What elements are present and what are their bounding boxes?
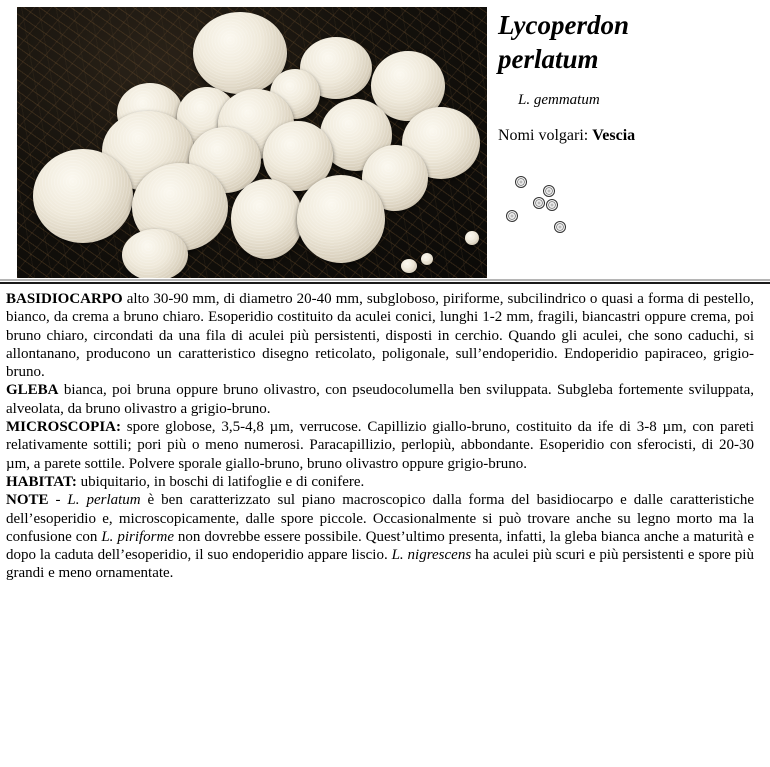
spore-icon [546,199,558,211]
section-habitat [6,473,754,491]
puffball [465,231,479,245]
spore-icon [515,176,527,188]
mushroom-photo [17,7,487,278]
spore-icon [506,210,518,222]
section-heading: MICROSCOPIA: [6,419,121,436]
puffball [297,175,385,263]
description-body [6,290,754,583]
section-heading: HABITAT: [6,473,77,490]
section-microscopia [6,418,754,473]
common-names-label: Nomi volgari: [498,127,593,144]
spore-icon [554,221,566,233]
section-note [6,491,754,582]
common-names-value: Vescia [592,127,636,144]
divider-black [0,282,770,284]
synonym: L. gemmatum [518,92,600,108]
puffball [421,253,433,265]
note-text: è ben caratterizzato sul piano macroscopico dalla forma del basidiocarpo e dalle caratteristiche dell’esoperidio e, microscopicamente, dalle spore piccole. Occasionalmente si può trovare anche su legno morto ma la confusione con [6,492,754,545]
puffball [122,229,188,278]
puffball [231,179,303,259]
spore-icon [543,185,555,197]
section-heading: GLEBA [6,382,59,399]
species-name-italic: L. perlatum [67,492,141,509]
section-text: ubiquitario, in boschi di latifoglie e di conifere. [76,473,365,490]
note-text: non dovrebbe essere possibile. Quest’ultimo presenta, infatti, la gleba bianca anche a maturità e dopo la caduta dell’esoperidio, il suo endoperidio appare liscio. [6,528,755,564]
divider-gray [0,279,770,281]
common-names [498,127,635,145]
note-text: - [48,492,68,509]
puffball [33,149,133,243]
section-text: bianca, poi bruna oppure bruno olivastro, con pseudocolumella ben sviluppata. Subgleba fortemente sviluppata, alveolata, da bruno olivastro a grigio-bruno. [6,382,754,417]
section-heading: NOTE [6,492,49,509]
title-genus: Lycoperdon [498,10,629,40]
section-gleba [6,381,754,418]
title-species: perlatum [498,44,599,74]
species-name-italic: L. piriforme [101,528,174,545]
puffball [401,259,417,273]
section-text: spore globose, 3,5-4,8 µm, verrucose. Capillizio giallo-bruno, costituito da ife di 3-8 µm, con pareti relativamente sottili; pori più o meno numerosi. Paracapillizio, perlopiù, abbondante. Esoperidio con sferocisti, di 20-30 µm, a parete sottile. Polvere sporale giallo-bruno, bruno olivastro oppure grigio-bruno. [6,419,754,472]
note-text: ha aculei più scuri e più persistenti e spore più grandi e meno ornamentate. [6,547,754,582]
spore-icon [533,197,545,209]
section-heading: BASIDIOCARPO [6,291,123,307]
section-text: alto 30-90 mm, di diametro 20-40 mm, subgloboso, piriforme, subcilindrico o quasi a forma di pestello, bianco, da crema a bruno chiaro. Esoperidio costituito da aculei conici, lunghi 1-2 mm, fragili, biancastri oppure crema, poi bruno chiaro, circondati da una fila di aculei più persistenti, disposti in cerchio. Quando gli aculei, che sono caduchi, si allontanano, producono un caratteristico disegno reticolato, poligonale, sull’endoperidio. Endoperidio papiraceo, grigio-bruno. [6,291,754,381]
section-basidiocarpo [6,290,754,381]
species-title [498,8,629,76]
species-name-italic: L. nigrescens [391,547,472,564]
spore-drawing-icon [500,170,580,240]
